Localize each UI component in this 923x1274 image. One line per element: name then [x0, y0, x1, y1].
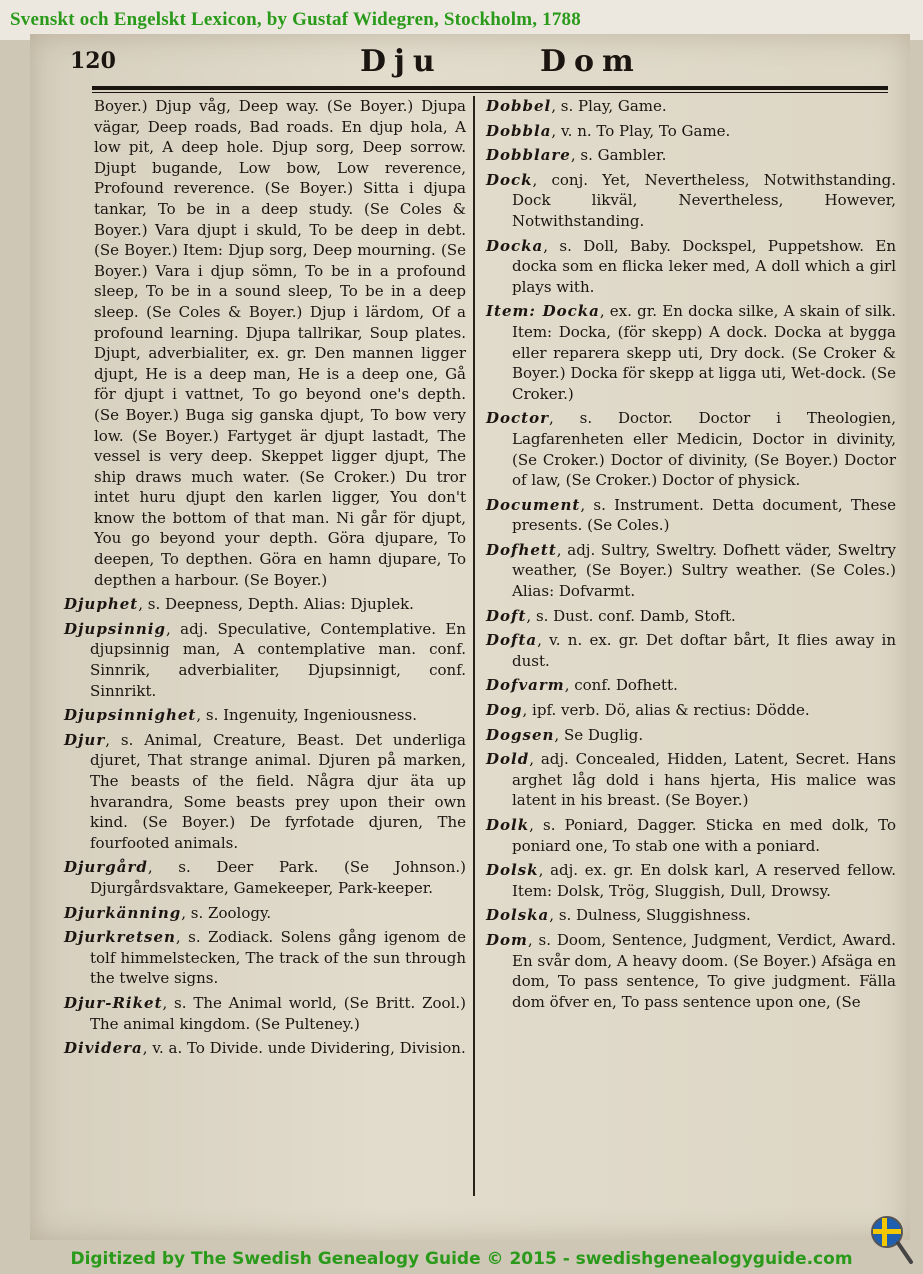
- dictionary-entry: [486, 725, 896, 746]
- entry-headword: Dobbla: [486, 121, 552, 140]
- dictionary-entry: [486, 630, 896, 671]
- header-banner-text: Svenskt och Engelskt Lexicon, by Gustaf Widegren, Stockholm, 1788: [10, 9, 581, 30]
- entry-headword: Dolk: [486, 816, 530, 834]
- entry-headword: Document: [486, 495, 581, 514]
- dictionary-entry: [486, 170, 896, 232]
- entry-headword: Dofvarm: [486, 676, 565, 695]
- dictionary-entry: [64, 594, 466, 615]
- dictionary-entry: [486, 301, 896, 404]
- page-header: [70, 42, 890, 78]
- dictionary-entry: [64, 96, 466, 590]
- entry-headword: Djurgård: [64, 858, 148, 877]
- dictionary-entry: [486, 540, 896, 602]
- entry-definition: , v. n. To Play, To Game.: [551, 121, 731, 140]
- entry-headword: Dofhett: [486, 540, 557, 559]
- entry-headword: Dofta: [486, 631, 538, 650]
- entry-definition: , adj. Sultry, Sweltry. Dofhett väder, Sweltry weather, (Se Boyer.) Sultry weather. (Se Coles.) Alias: Dofvarmt.: [512, 540, 896, 601]
- entry-headword: Djuphet: [64, 595, 139, 614]
- entry-definition: , s. Doctor. Doctor i Theologien, Lagfarenheten eller Medicin, Doctor in divinity, (Se Croker.) Doctor of divinity, (Se Boyer.) Doctor of law, (Se Croker.) Doctor of physick.: [512, 409, 896, 490]
- entry-definition: , s. Zodiack. Solens gång igenom de tolf himmelstecken, The track of the sun through the twelve signs.: [90, 928, 466, 988]
- entry-headword: Dolska: [486, 906, 550, 925]
- dictionary-page: [30, 34, 910, 1240]
- entry-definition: , Se Duglig.: [554, 725, 644, 744]
- footer-banner: [0, 1244, 923, 1274]
- entry-definition: , ex. gr. En docka silke, A skain of silk. Item: Docka, (för skepp) A dock. Docka at bygga eller reparera skepp uti, Dry dock. (Se Croker & Boyer.) Docka för skepp at ligga uti, Wet-dock. (Se Croker.): [512, 302, 896, 403]
- entry-headword: Djupsinnighet: [64, 706, 197, 725]
- entry-headword: Dogsen: [486, 725, 555, 744]
- entry-headword: Dobblare: [486, 146, 571, 165]
- dictionary-entry: [486, 930, 896, 1012]
- entry-headword: Doft: [486, 606, 527, 625]
- page-number: 120: [70, 48, 116, 74]
- dictionary-entry: [64, 730, 466, 854]
- left-column: [64, 96, 466, 1063]
- entry-headword: Dom: [486, 930, 528, 949]
- entry-headword: Dog: [486, 701, 523, 720]
- entry-headword: Djur: [64, 730, 106, 749]
- dictionary-entry: [486, 815, 896, 856]
- entry-definition: , adj. Concealed, Hidden, Latent, Secret. Hans arghet låg dold i hans hjerta, His malice was latent in his breast. (Se Boyer.): [512, 750, 896, 810]
- dictionary-entry: [486, 749, 896, 811]
- footer-banner-text: Digitized by The Swedish Genealogy Guide © 2015 - swedishgenealogyguide.com: [70, 1249, 853, 1269]
- dictionary-entry: [64, 1038, 466, 1059]
- entry-definition: , s. Gambler.: [570, 146, 667, 165]
- entry-headword: Docka: [486, 236, 544, 255]
- dictionary-entry: [64, 903, 466, 924]
- entry-definition: , adj. ex. gr. En dolsk karl, A reserved fellow. Item: Dolsk, Trög, Sluggish, Dull, Drowsy.: [512, 861, 896, 900]
- entry-definition: , s. Doom, Sentence, Judgment, Verdict, Award. En svår dom, A heavy doom. (Se Boyer.) Afsäga en dom, To pass sentence, To give judgment. Fälla dom öfver en, To pass sentence upon one, (Se: [512, 930, 896, 1011]
- dictionary-entry: [486, 860, 896, 901]
- entry-headword: Dolsk: [486, 861, 539, 880]
- entry-definition: , s. Play, Game.: [551, 97, 667, 115]
- dictionary-entry: [64, 619, 466, 701]
- entry-definition: , s. Animal, Creature, Beast. Det underliga djuret, That strange animal. Djuren på marken, The beasts of the field. Några djur äta up hvarandra, Some beasts prey upon their own kind. (Se Boyer.) De fyrfotade djuren, The fourfooted animals.: [90, 730, 466, 852]
- entry-definition: , v. a. To Divide. unde Dividering, Division.: [142, 1039, 466, 1058]
- entry-headword: Djurkänning: [64, 903, 182, 922]
- entry-headword: Dock: [486, 170, 533, 189]
- entry-definition: , s. Dulness, Sluggishness.: [549, 906, 751, 925]
- dictionary-entry: [486, 700, 896, 721]
- entry-headword: Djurkretsen: [64, 928, 176, 947]
- dictionary-entry: [486, 408, 896, 490]
- header-rule-thin: [92, 92, 888, 93]
- entry-headword: Dobbel: [486, 97, 552, 115]
- right-column: [486, 96, 896, 1016]
- dictionary-entry: [486, 495, 896, 536]
- dictionary-entry: [486, 675, 896, 696]
- entry-headword: Item: Docka: [486, 302, 600, 321]
- entry-definition: , ipf. verb. Dö, alias & rectius: Dödde.: [522, 701, 810, 720]
- entry-definition: , s. Instrument. Detta document, These presents. (Se Coles.): [512, 495, 896, 535]
- entry-definition: , s. The Animal world, (Se Britt. Zool.) The animal kingdom. (Se Pulteney.): [90, 993, 466, 1033]
- dictionary-entry: [486, 145, 896, 166]
- entry-definition: Boyer.) Djup våg, Deep way. (Se Boyer.) Djupa vägar, Deep roads, Bad roads. En djup hola, A low pit, A deep hole. Djup sorg, Deep sorrow. Djupt bugande, Low bow, Low reverence, Profound reverence. (Se Boyer.) Sitta i djupa tankar, To be in a deep study. (Se Coles & Boyer.) Vara djupt i skuld, To be deep in debt. (Se Boyer.) Item: Djup sorg, Deep mourning. (Se Boyer.) Vara i djup sömn, To be in a profound sleep, To be in a sound sleep, To be in a deep sleep. (Se Coles & Boyer.) Djup i lärdom, Of a profound learning. Djupa tallrikar, Soup plates. Djupt, adverbialiter, ex. gr. Den mannen ligger djupt, He is a deep man, He is a deep one, Gå för djupt i vattnet, To go beyond one's depth. (Se Boyer.) Buga sig ganska djupt, To bow very low. (Se Boyer.) Fartyget är djupt lastadt, The vessel is very deep. Skeppet ligger djupt, The ship draws much water. (Se Croker.) Du tror intet huru djupt den karlen ligger, You don't know the bottom of that man. Ni går för djupt, You go beyond your depth. Göra djupare, To deepen, To depthen. Göra en hamn djupare, To depthen a harbour. (Se Boyer.): [94, 97, 466, 589]
- running-head-right: Dom: [540, 44, 642, 79]
- running-head-left: Dju: [360, 44, 443, 79]
- dictionary-entry: [486, 905, 896, 926]
- column-divider: [473, 96, 475, 1196]
- dictionary-entry: [64, 705, 466, 726]
- dictionary-entry: [486, 236, 896, 298]
- entry-definition: , s. Zoology.: [181, 903, 272, 922]
- entry-headword: Doctor: [486, 409, 549, 428]
- entry-definition: , s. Poniard, Dagger. Sticka en med dolk, To poniard one, To stab one with a poniard.: [512, 816, 896, 855]
- dictionary-entry: [486, 96, 896, 117]
- entry-definition: , s. Deer Park. (Se Johnson.) Djurgårdsvaktare, Gamekeeper, Park-keeper.: [90, 858, 466, 897]
- dictionary-entry: [64, 993, 466, 1034]
- header-rule-thick: [92, 86, 888, 90]
- entry-definition: , v. n. ex. gr. Det doftar bårt, It flies away in dust.: [512, 631, 896, 670]
- dictionary-entry: [64, 927, 466, 989]
- entry-definition: , conj. Yet, Nevertheless, Notwithstanding. Dock likväl, Nevertheless, However, Notwithstanding.: [512, 170, 896, 230]
- dictionary-entry: [486, 121, 896, 142]
- entry-definition: , s. Doll, Baby. Dockspel, Puppetshow. En docka som en flicka leker med, A doll which a girl plays with.: [512, 236, 896, 296]
- entry-definition: , s. Dust. conf. Damb, Stoft.: [526, 606, 736, 625]
- entry-headword: Dold: [486, 750, 530, 769]
- entry-definition: , conf. Dofhett.: [564, 676, 678, 695]
- dictionary-entry: [486, 606, 896, 627]
- entry-definition: , adj. Speculative, Contemplative. En djupsinnig man, A contemplative man. conf. Sinnrik, adverbialiter, Djupsinnigt, conf. Sinnrikt.: [90, 619, 466, 700]
- dictionary-entry: [64, 857, 466, 898]
- entry-definition: , s. Ingenuity, Ingeniousness.: [196, 706, 417, 725]
- entry-definition: , s. Deepness, Depth. Alias: Djuplek.: [138, 595, 414, 614]
- entry-headword: Dividera: [64, 1039, 143, 1058]
- entry-headword: Djur-Riket: [64, 993, 163, 1012]
- swedish-flag-magnifier-icon: [869, 1214, 915, 1268]
- entry-headword: Djupsinnig: [64, 619, 166, 638]
